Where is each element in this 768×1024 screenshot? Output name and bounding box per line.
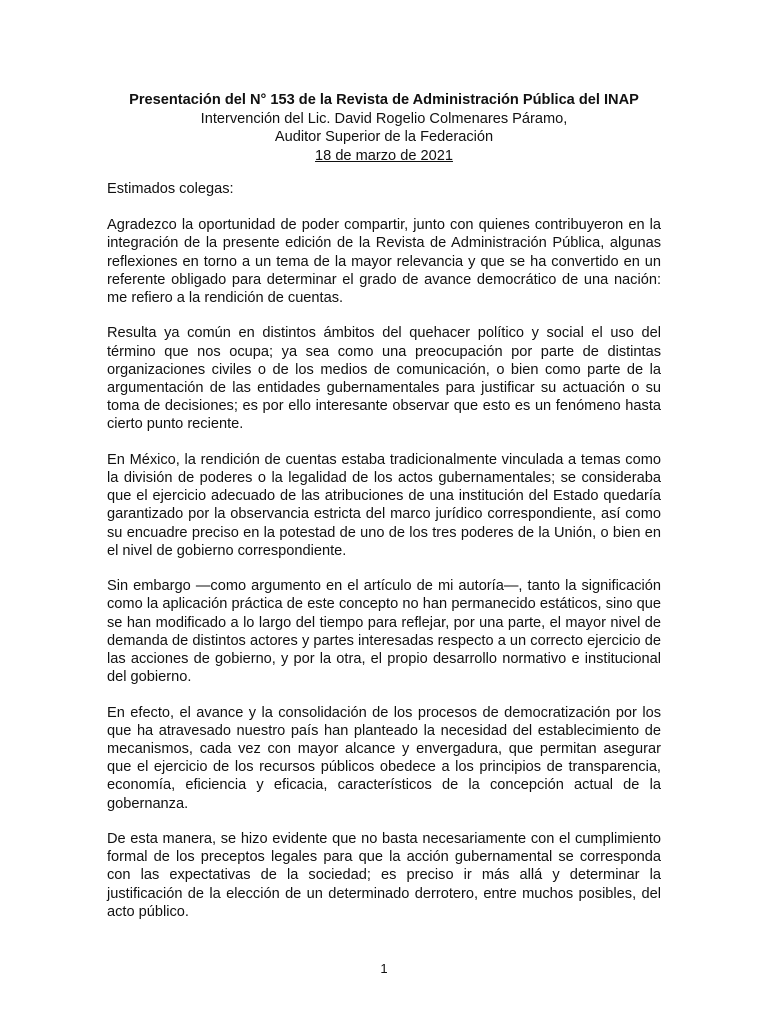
paragraph: Agradezco la oportunidad de poder compartir, junto con quienes contribuyeron en la integración de la presente edición de la Revista de Administración Pública, algunas reflexiones en torno a un tema de la mayor relevancia y que se ha convertido en un referente obligado para determinar el grado de avance democrático de una nación: me refiero a la rendición de cuentas. — [107, 217, 661, 307]
paragraph: De esta manera, se hizo evidente que no basta necesariamente con el cumplimiento formal de los preceptos legales para que la acción gubernamental se corresponda con las expectativas de la sociedad; es preciso ir más allá y determinar la justificación de la elección de un determinado derrotero, entre muchos posibles, del acto público. — [107, 831, 661, 920]
speaker-role: Auditor Superior de la Federación — [274, 129, 494, 146]
paragraph: En efecto, el avance y la consolidación de los procesos de democratización por los que ha atravesado nuestro país han planteado la necesidad del establecimiento de mecanismos, cada vez con mayor alcance y envergadura, que permitan asegurar que el ejercicio de los recursos públicos obedece a los principios de transparencia, economía, eficiencia y eficacia, característicos de la concepción actual de la gobernanza. — [107, 704, 661, 812]
document-title: Presentación del N° 153 de la Revista de Administración Pública del INAP — [129, 92, 639, 108]
document-body — [107, 180, 661, 938]
greeting: Estimados colegas: — [107, 181, 234, 197]
paragraph: En México, la rendición de cuentas estaba tradicionalmente vinculada a temas como la división de poderes o la legalidad de los actos gubernamentales; se consideraba que el ejercicio adecuado de las atribuciones de una institución del Estado quedaría garantizado por la observancia estricta del marco jurídico correspondiente, así como su encuadre preciso en la potestad de uno de los tres poderes de la Unión, o bien en el nivel de gobierno correspondiente. — [107, 451, 661, 559]
page-number: 1 — [380, 961, 388, 976]
document-header — [107, 91, 661, 165]
paragraph: Sin embargo —como argumento en el artículo de mi autoría—, tanto la significación como la aplicación práctica de este concepto no han permanecido estáticos, sino que se han modificado a lo largo del tiempo para reflejar, por una parte, el mayor nivel de demanda de distintos actores y partes interesadas respecto a un correcto ejercicio de las acciones de gobierno, y por la otra, el propio desarrollo normativo e institucional del gobierno. — [107, 578, 661, 686]
paragraph: Resulta ya común en distintos ámbitos del quehacer político y social el uso del término que nos ocupa; ya sea como una preocupación por parte de distintas organizaciones civiles o de los medios de comunicación, o bien como parte de la argumentación de las entidades gubernamentales para justificar su actuación o su toma de decisiones; es por ello interesante observar que esto es un fenómeno hasta cierto punto reciente. — [107, 325, 661, 433]
document-date: 18 de marzo de 2021 — [315, 147, 453, 164]
speaker-line: Intervención del Lic. David Rogelio Colmenares Páramo, — [200, 110, 568, 127]
